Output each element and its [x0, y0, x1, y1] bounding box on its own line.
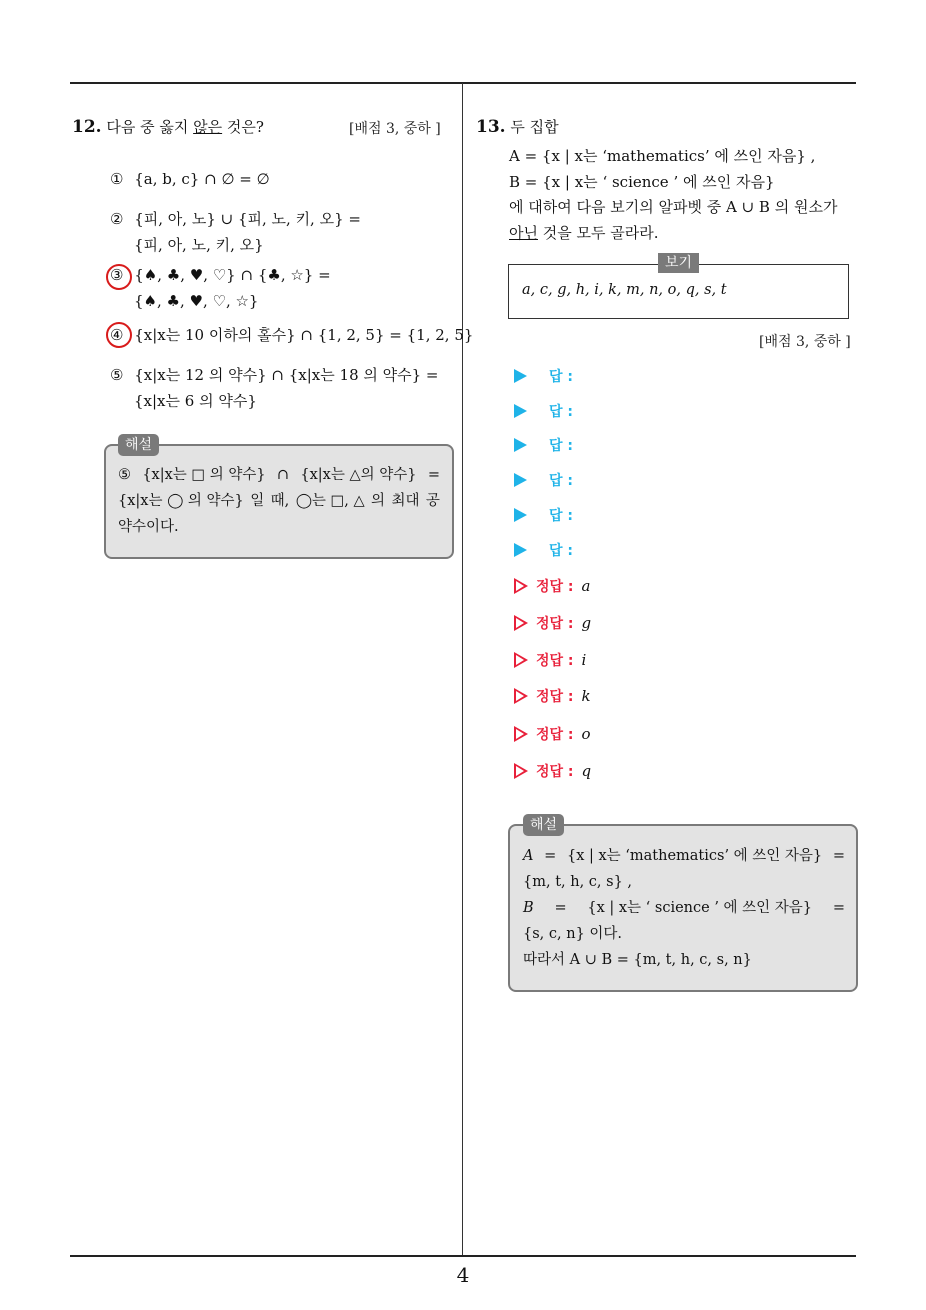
answer-row[interactable]: 답 : [514, 470, 573, 490]
choice-3-continued: {♠, ♣, ♥, ♡, ☆} [134, 292, 259, 310]
answer-row[interactable]: 답 : [514, 540, 573, 560]
solution-tag: 해설 [523, 814, 564, 836]
answer-row[interactable]: 답 : [514, 366, 573, 386]
choice-text: {♠, ♣, ♥, ♡} ∩ {♣, ☆} = [134, 266, 331, 284]
answer-row[interactable]: 답 : [514, 401, 573, 421]
underlined-word: 아닌 [509, 224, 538, 242]
choice-text: {피, 아, 노} ∪ {피, 노, 키, 오} = [134, 210, 361, 228]
correct-answer-row: 정답 : k [514, 686, 591, 706]
play-icon [514, 404, 527, 418]
outline-triangle-icon [514, 652, 528, 668]
solution-line: A = {x | x는 ‘mathematics’ 에 쓰인 자음} = [523, 848, 845, 864]
solution-line: 따라서 A ∪ B = {m, t, h, c, s, n} [523, 952, 752, 968]
correct-answer-value: g [581, 614, 592, 632]
correct-answer-value: o [581, 725, 591, 743]
solution-box [104, 444, 454, 559]
outline-triangle-icon [514, 615, 528, 631]
play-icon [514, 543, 527, 557]
correct-answer-row: 정답 : o [514, 724, 591, 744]
outline-triangle-icon [514, 578, 528, 594]
question-intro: 두 집합 [510, 118, 559, 136]
solution-box [508, 824, 858, 992]
solution-body [118, 462, 440, 540]
choice-mark: ③ [110, 266, 124, 284]
choice-text: {x|x는 12 의 약수} ∩ {x|x는 18 의 약수} = [134, 366, 439, 384]
solution-line: {s, c, n} 이다. [523, 926, 623, 942]
bogi-tag: 보기 [658, 253, 699, 273]
header-rule [70, 82, 856, 84]
outline-triangle-icon [514, 726, 528, 742]
choice-2-continued: {피, 아, 노, 키, 오} [134, 236, 264, 254]
bogi-content: a, c, g, h, i, k, m, n, o, q, s, t [522, 282, 727, 298]
choice-5-continued: {x|x는 6 의 약수} [134, 392, 257, 410]
choice-mark: ② [110, 210, 124, 228]
correct-answer-value: a [581, 577, 591, 595]
choice-4[interactable] [110, 324, 473, 345]
choice-3[interactable] [110, 266, 331, 284]
set-a-definition: A = {x | x는 ‘mathematics’ 에 쓰인 자음} , [509, 147, 816, 165]
question-12-score: [배점 3, 중하 ] [349, 121, 441, 137]
question-stem: 에 대하여 다음 보기의 알파벳 중 A ∪ B 의 원소가 [509, 198, 838, 216]
choice-5[interactable] [110, 364, 439, 385]
outline-triangle-icon [514, 763, 528, 779]
solution-line: ⑤ {x|x는 □ 의 약수} ∩ {x|x는 △의 약수} = [118, 467, 440, 483]
correct-answer-value: i [581, 651, 587, 669]
play-icon [514, 438, 527, 452]
page-number: 4 [456, 1263, 470, 1287]
correct-answer-value: q [581, 762, 592, 780]
question-stem-2: 아닌 것을 모두 골라라. [509, 224, 659, 242]
choice-mark: ① [110, 170, 124, 188]
set-b-definition: B = {x | x는 ‘ science ’ 에 쓰인 자음} [509, 173, 775, 191]
choice-text: {x|x는 10 이하의 홀수} ∩ {1, 2, 5} = {1, 2, 5} [134, 326, 474, 344]
question-13-header [476, 116, 559, 137]
correct-answer-row: 정답 : g [514, 613, 591, 633]
play-icon [514, 473, 527, 487]
question-number: 12. [72, 117, 102, 137]
question-number: 13. [476, 117, 506, 137]
correct-answer-row: 정답 : q [514, 761, 591, 781]
solution-body [523, 843, 845, 973]
choice-1[interactable] [110, 170, 270, 188]
answer-row[interactable]: 답 : [514, 435, 573, 455]
correct-answer-row: 정답 : a [514, 576, 590, 596]
outline-triangle-icon [514, 688, 528, 704]
solution-tag: 해설 [118, 434, 159, 456]
question-13-score: [배점 3, 중하 ] [759, 334, 851, 350]
solution-line: B = {x | x는 ‘ science ’ 에 쓰인 자음} = [523, 900, 845, 916]
correct-answer-value: k [581, 687, 591, 705]
answer-row[interactable]: 답 : [514, 505, 573, 525]
choice-text: {a, b, c} ∩ ∅ = ∅ [134, 170, 270, 188]
underlined-word: 않은 [193, 118, 223, 136]
solution-line: 약수이다. [118, 519, 179, 535]
choice-mark: ⑤ [110, 366, 124, 384]
solution-line: {x|x는 ◯ 의 약수} 일 때, ◯는 □, △ 의 최대 공 [118, 493, 440, 509]
correct-answer-row: 정답 : i [514, 650, 586, 670]
column-divider [462, 83, 463, 1256]
footer-rule [70, 1255, 856, 1257]
play-icon [514, 508, 527, 522]
solution-line: {m, t, h, c, s} , [523, 874, 633, 890]
choice-2[interactable] [110, 208, 361, 229]
question-stem: 다음 중 옳지 않은 것은? [106, 118, 264, 136]
question-12-header [72, 116, 264, 137]
play-icon [514, 369, 527, 383]
choice-mark: ④ [110, 326, 124, 344]
